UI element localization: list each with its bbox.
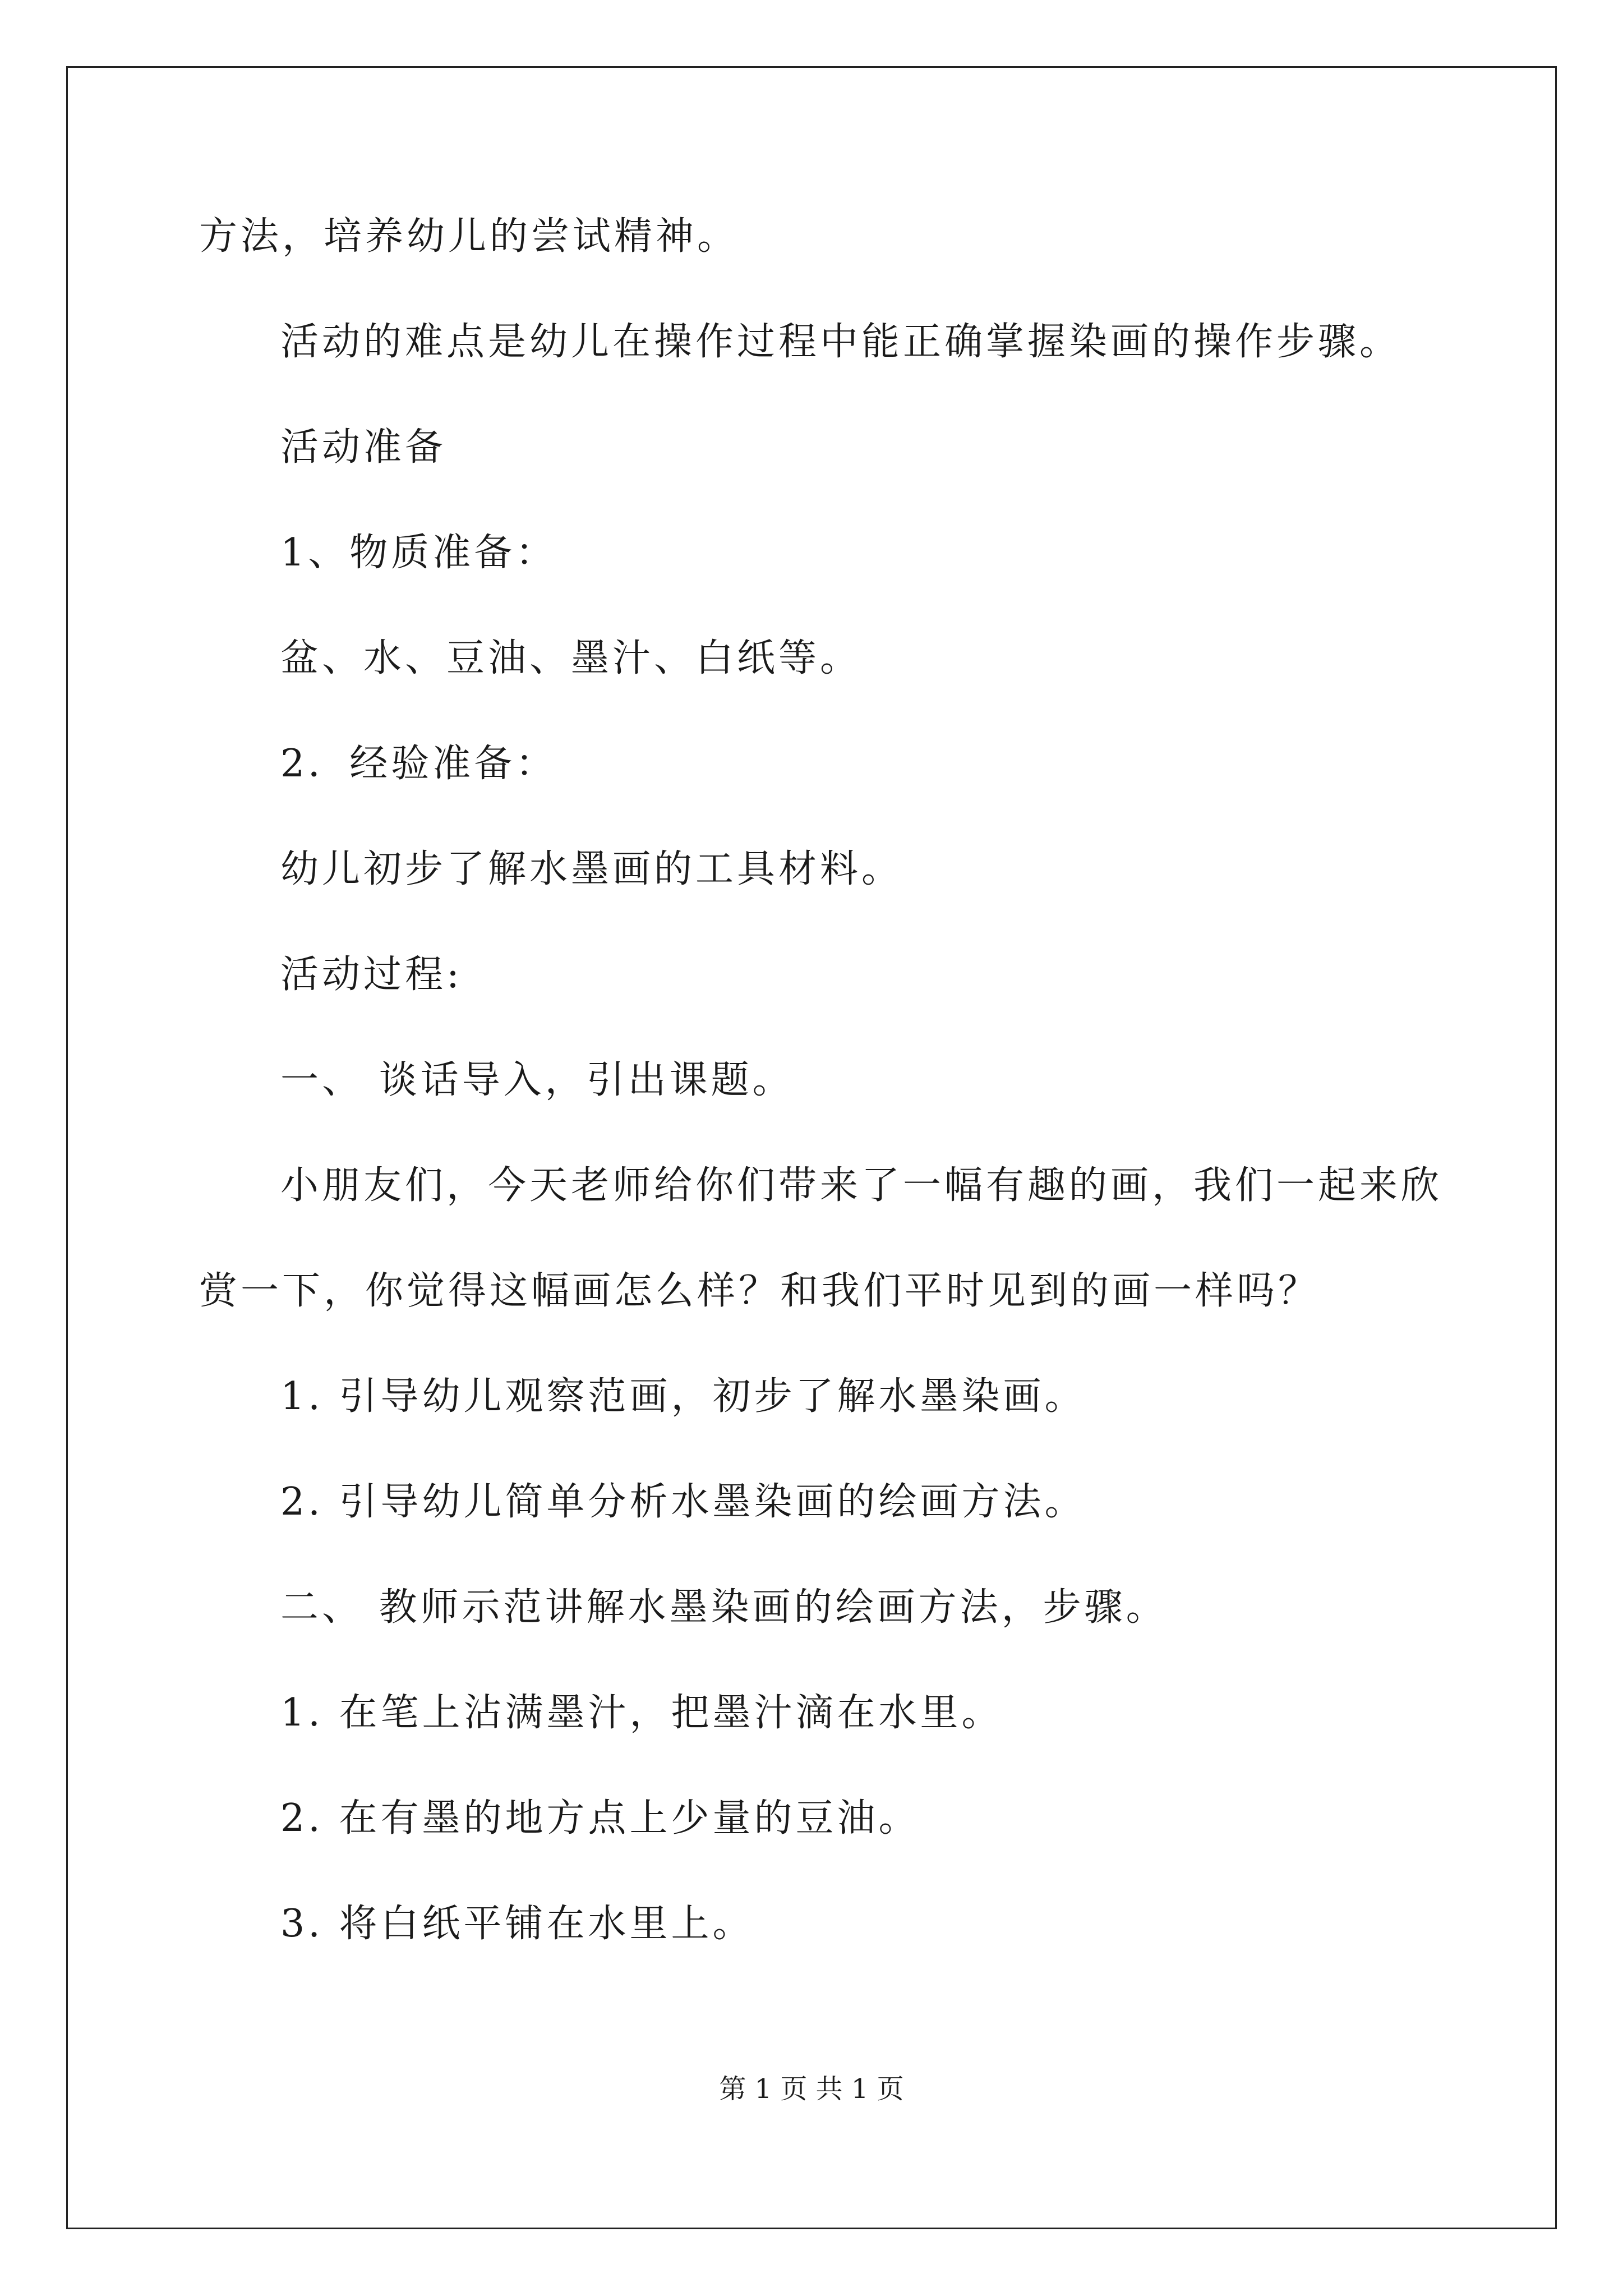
text-line-material-prep: 1、物质准备： [280,531,557,575]
text-line-demo-1: 1. 在笔上沾满墨汁，把墨汁滴在水里。 [280,1691,1003,1735]
text-line-experience-prep: 2．经验准备： [280,742,557,786]
section-heading-process: 活动过程: [280,953,463,997]
text-line-1: 方法，培养幼儿的尝试精神。 [199,214,739,259]
text-line-2: 活动的难点是幼儿在操作过程中能正确掌握染画的操作步骤。 [280,320,1401,364]
text-line-intro-a: 小朋友们，今天老师给你们带来了一幅有趣的画，我们一起来欣 [280,1163,1443,1208]
text-line-step-one: 一、 谈话导入，引出课题。 [280,1058,794,1102]
text-line-experience: 幼儿初步了解水墨画的工具材料。 [280,847,903,891]
text-line-item-1: 1. 引导幼儿观察范画，初步了解水墨染画。 [280,1374,1086,1419]
text-line-demo-2: 2. 在有墨的地方点上少量的豆油。 [280,1796,920,1841]
page-number-footer: 第 1 页 共 1 页 [719,2073,904,2105]
text-line-demo-3: 3. 将白纸平铺在水里上。 [280,1902,754,1946]
text-line-step-two: 二、 教师示范讲解水墨染画的绘画方法，步骤。 [280,1585,1168,1630]
text-line-materials: 盆、水、豆油、墨汁、白纸等。 [280,636,862,680]
section-heading-preparation: 活动准备 [280,425,447,470]
text-line-item-2: 2. 引导幼儿简单分析水墨染画的绘画方法。 [280,1480,1086,1524]
text-line-intro-b: 赏一下，你觉得这幅画怎么样？和我们平时见到的画一样吗？ [199,1269,1320,1313]
